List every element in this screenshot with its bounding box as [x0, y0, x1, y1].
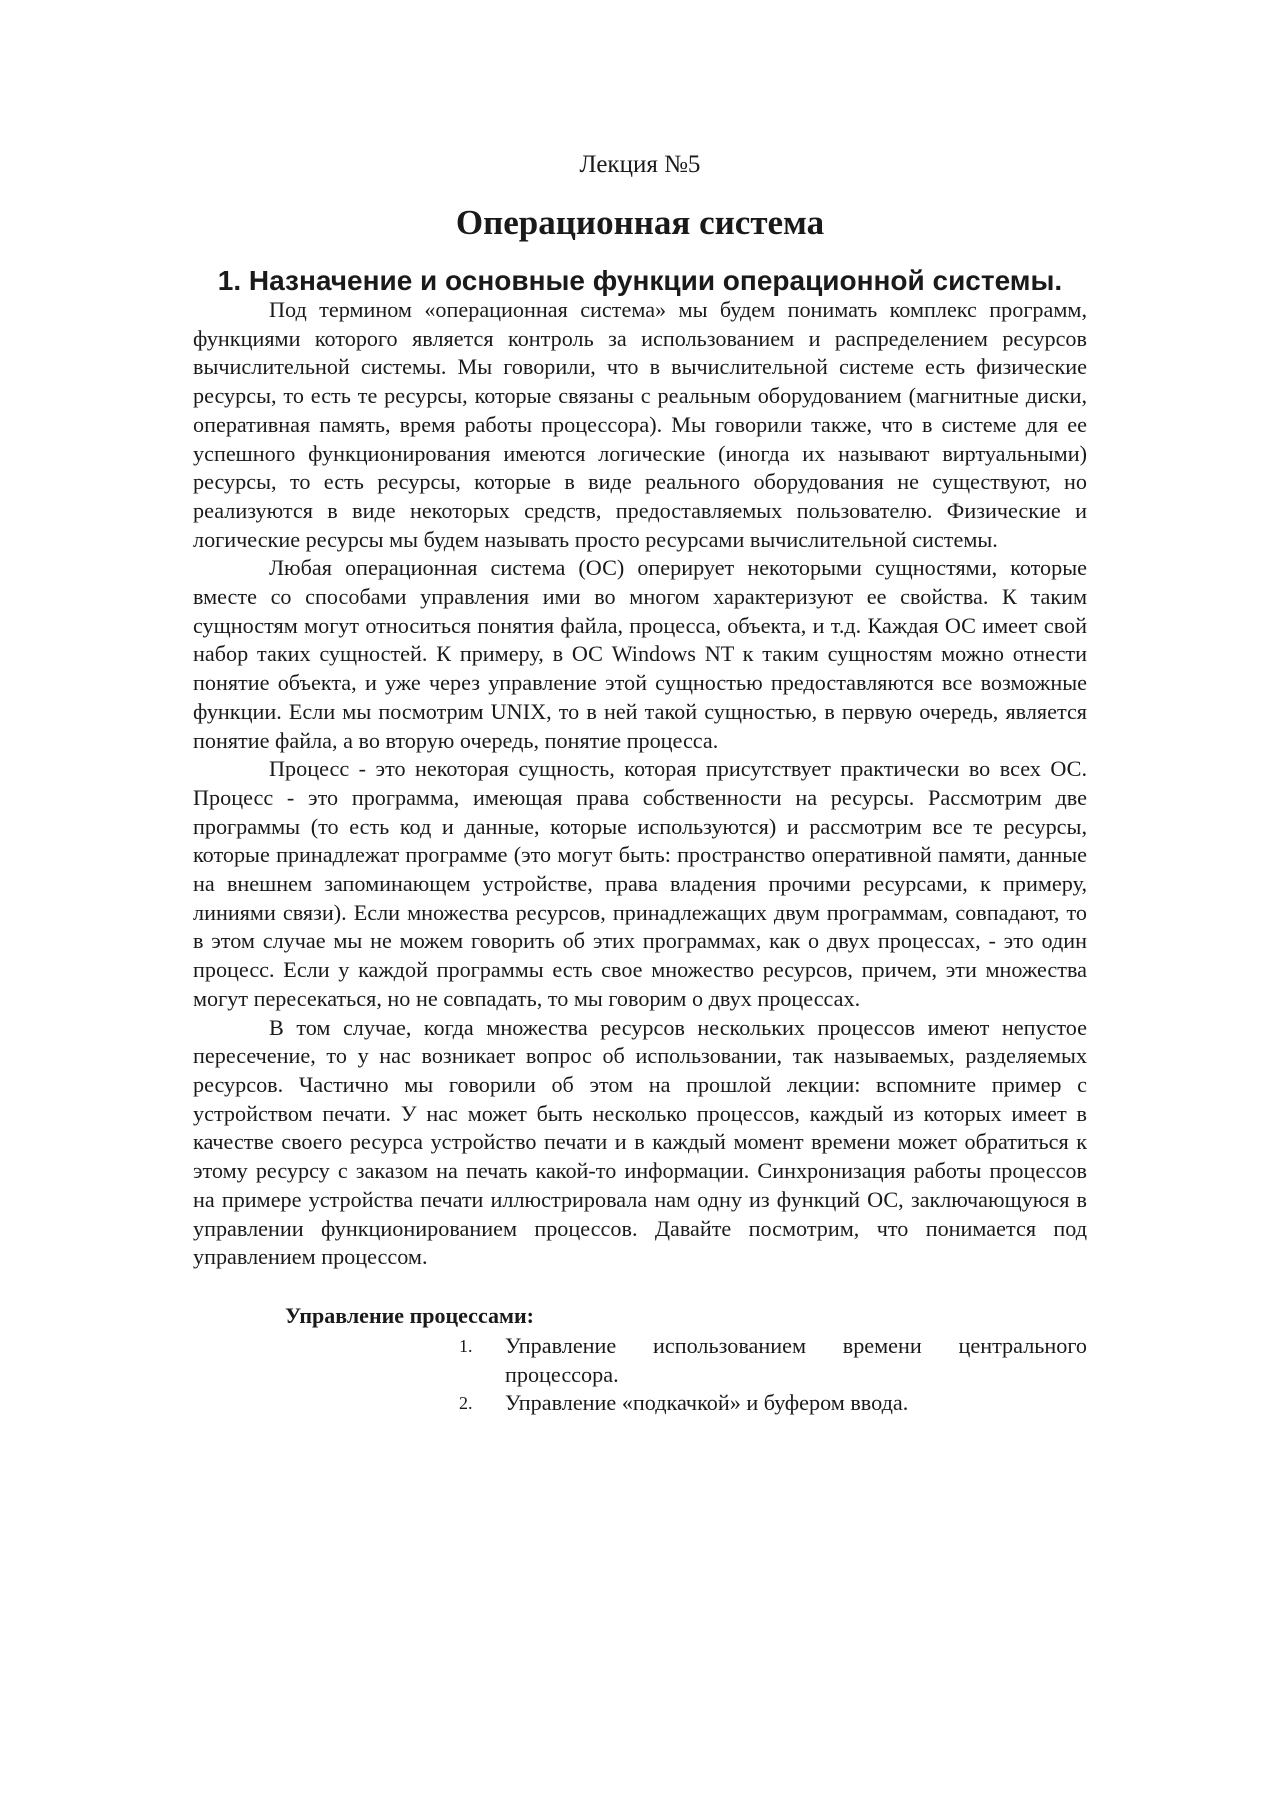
process-management-list: [459, 1332, 1087, 1418]
document-page: [193, 150, 1087, 1418]
list-item-text: Управление использованием времени центрального процессора.: [505, 1332, 1087, 1387]
paragraph-shared-resources: В том случае, когда множества ресурсов нескольких процессов имеют непустое пересечение, то у нас возникает вопрос об использовании, так называемых, разделяемых ресурсов. Частично мы говорили об этом на прошлой лекции: вспомните пример с устройством печати. У нас может быть несколько процессов, каждый из которых имеет в качестве своего ресурса устройство печати и в каждый момент времени может обратиться к этому ресурсу с заказом на печать какой-то информации. Синхронизация работы процессов на примере устройства печати иллюстрировала нам одну из функций ОС, заключающуюся в управлении функционированием процессов. Давайте посмотрим, что понимается под управлением процессом.: [193, 1014, 1087, 1270]
list-item-number: 2.: [459, 1393, 473, 1414]
list-item-text: Управление «подкачкой» и буфером ввода.: [505, 1390, 909, 1416]
section-heading: 1. Назначение и основные функции операционной системы.: [217, 265, 1063, 296]
paragraph-os-definition: Под термином «операционная система» мы будем понимать комплекс программ, функциями которого является контроль за использованием и распределением ресурсов вычислительной системы. Мы говорили, что в вычислительной системе есть физические ресурсы, то есть те ресурсы, которые связаны с реальным оборудованием (магнитные диски, оперативная память, время работы процессора). Мы говорили также, что в системе для ее успешного функционирования имеются логические (иногда их называют виртуальными) ресурсы, то есть ресурсы, которые в виде реального оборудования не существуют, но реализуются в виде некоторых средств, предоставляемых пользователю. Физические и логические ресурсы мы будем называть просто ресурсами вычислительной системы.: [193, 297, 1087, 552]
paragraph-os-entities: Любая операционная система (ОС) оперирует некоторыми сущностями, которые вместе со способами управления ими во многом характеризуют ее свойства. К таким сущностям могут относиться понятия файла, процесса, объекта, и т.д. Каждая ОС имеет свой набор таких сущностей. К примеру, в ОС Windows NT к таким сущностям можно отнести понятие объекта, и уже через управление этой сущностью предоставляются все возможные функции. Если мы посмотрим UNIX, то в ней такой сущностью, в первую очередь, является понятие файла, а во вторую очередь, понятие процесса.: [193, 555, 1087, 753]
paragraph-process-definition: Процесс - это некоторая сущность, которая присутствует практически во всех ОС. Процесс - это программа, имеющая права собственности на ресурсы. Рассмотрим две программы (то есть код и данные, которые используются) и рассмотрим все те ресурсы, которые принадлежат программе (это могут быть: пространство оперативной памяти, данные на внешнем запоминающем устройстве, права владения прочими ресурсами, к примеру, линиями связи). Если множества ресурсов, принадлежащих двум программам, совпадают, то в этом случае мы не можем говорить об этих программах, как о двух процессах, - это один процесс. Если у каждой программы есть свое множество ресурсов, причем, эти множества могут пересекаться, но не совпадать, то мы говорим о двух процессах.: [193, 756, 1087, 1011]
list-item: [459, 1332, 1087, 1389]
lecture-number: Лекция №5: [579, 151, 701, 178]
list-item-number: 1.: [459, 1335, 473, 1356]
list-item: [459, 1389, 1087, 1418]
document-title: Операционная система: [455, 203, 825, 242]
process-management-heading: Управление процессами:: [285, 1302, 534, 1328]
